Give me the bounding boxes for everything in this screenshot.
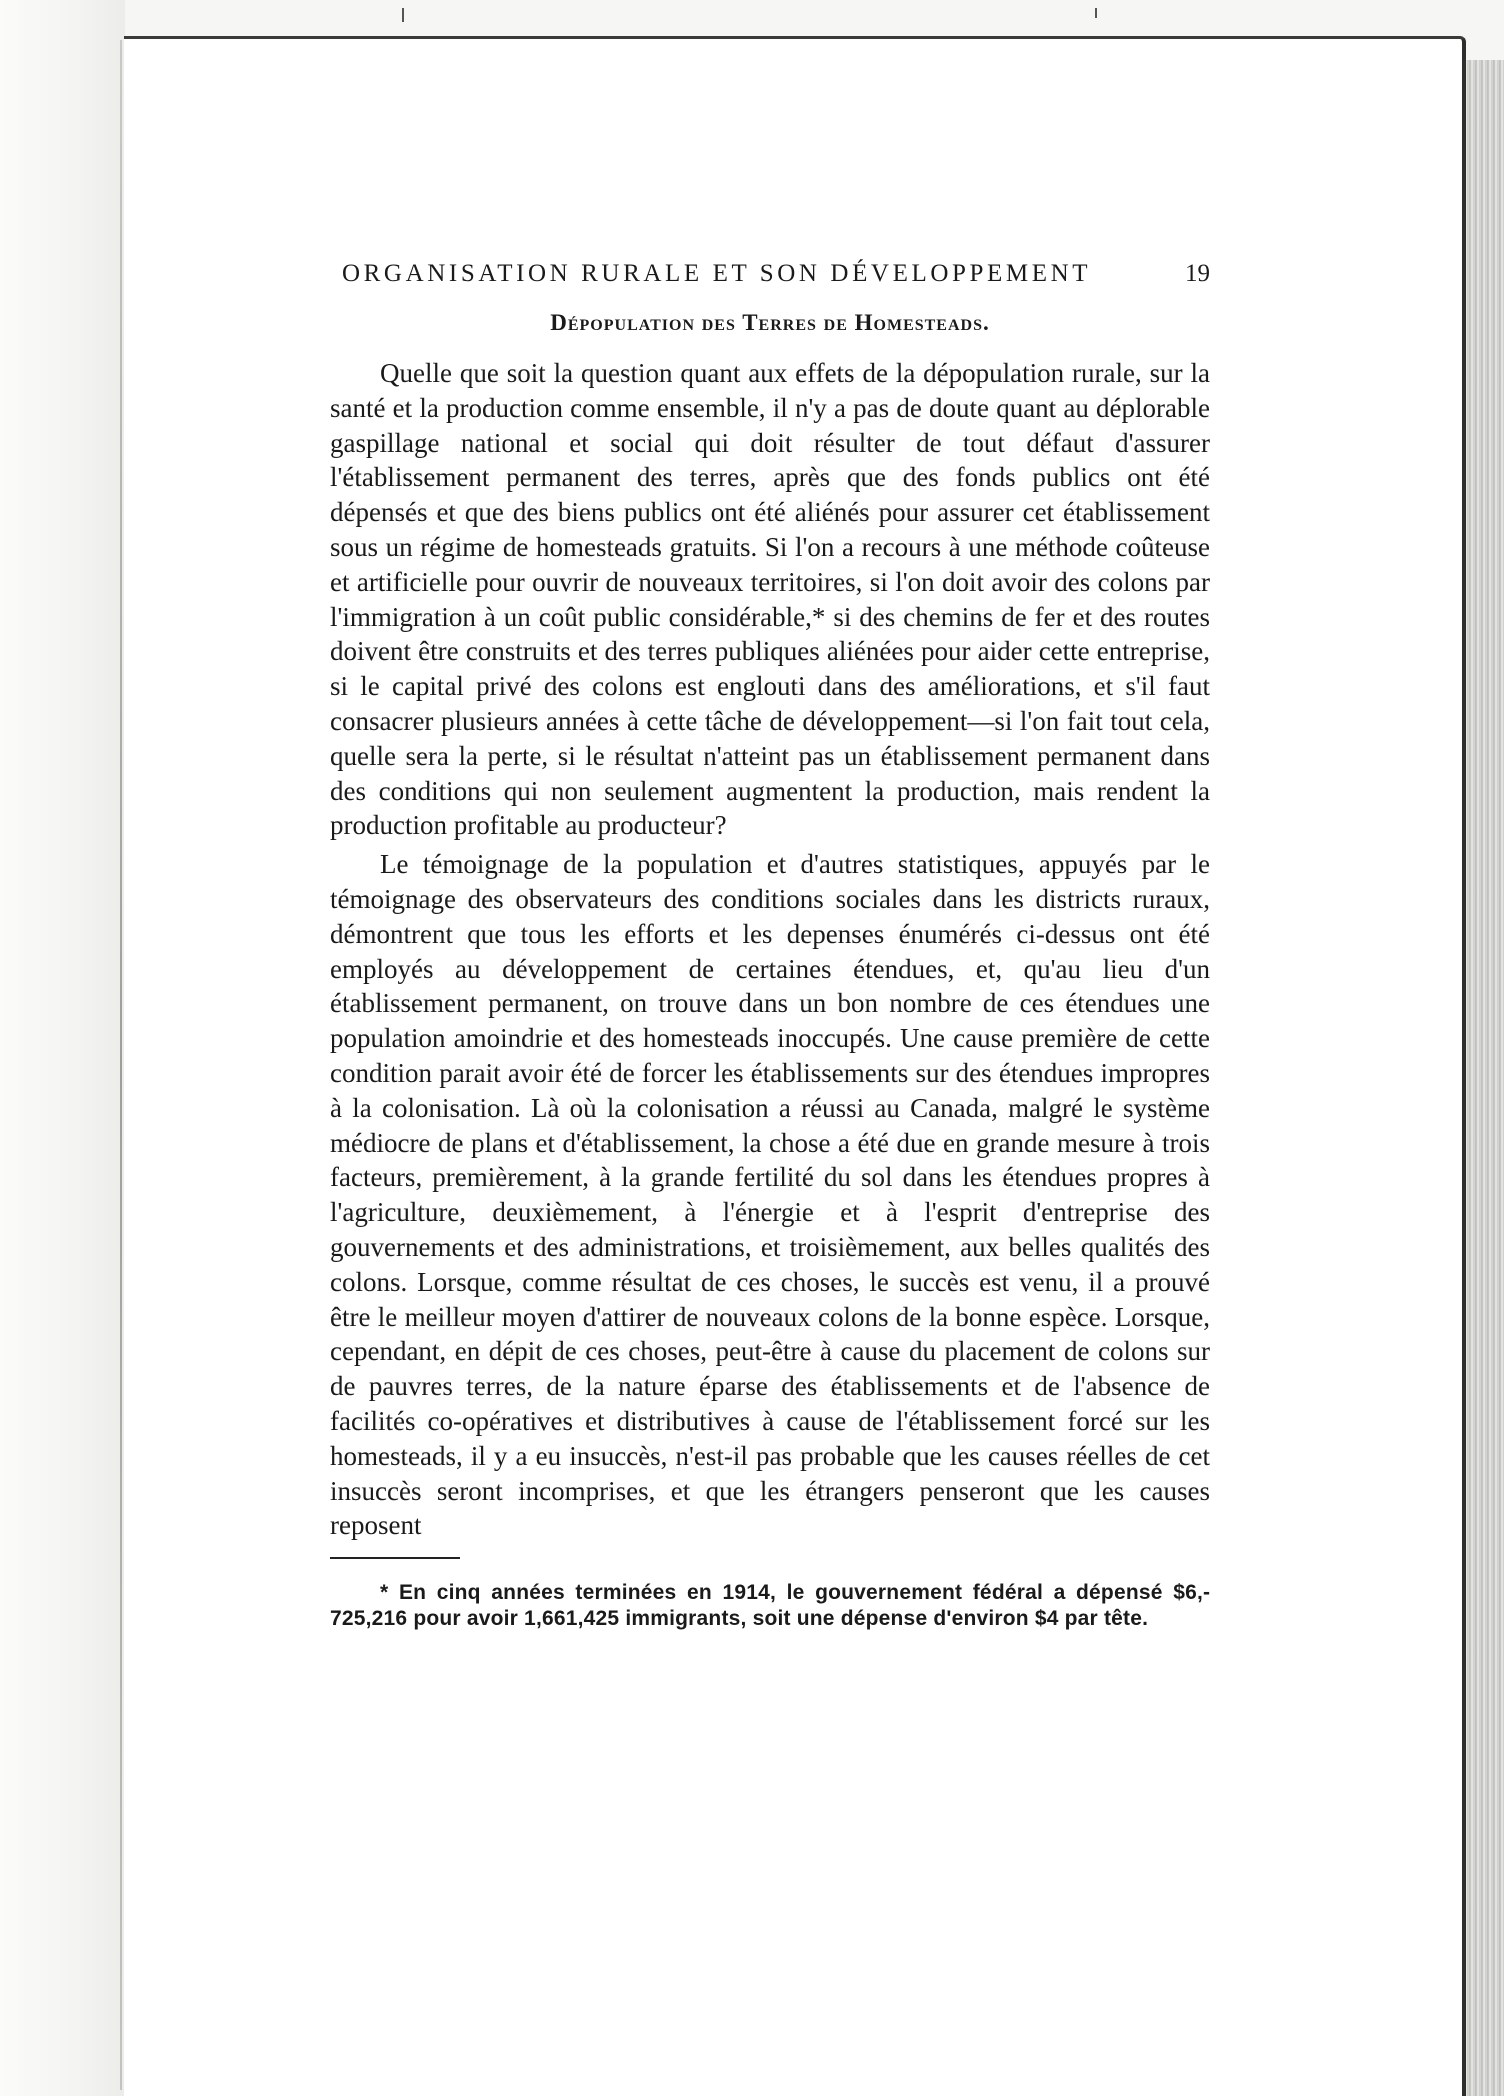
scan-mark bbox=[1095, 8, 1097, 18]
scan-mark bbox=[402, 8, 404, 22]
section-title: Dépopulation des Terres de Homesteads. bbox=[550, 310, 990, 335]
running-head bbox=[342, 260, 1210, 288]
facing-page-edge bbox=[0, 0, 125, 2096]
page-stack-edge bbox=[1462, 60, 1504, 2096]
footnote: * En cinq années terminées en 1914, le gouvernement fédéral a dépensé $6,725,216 pour avoir 1,661,425 immigrants, soit une dépense d'environ $4 par tête. bbox=[330, 1581, 1210, 1631]
running-head-title: ORGANISATION RURALE ET SON DÉVELOPPEMENT bbox=[342, 260, 1092, 287]
page-number: 19 bbox=[1185, 260, 1210, 287]
page-content bbox=[330, 260, 1210, 1653]
footnote-rule bbox=[330, 1557, 460, 1559]
binding-shadow bbox=[120, 40, 122, 2090]
paragraph-2: Le témoignage de la population et d'autres statistiques, appuyés par le témoignage des observateurs des conditions sociales dans les districts ruraux, démontrent que tous les efforts et les depenses énumérés ci-dessus ont été employés au développement de certaines étendues, et, qu'au lieu d'un établissement permanent, on trouve dans un bon nombre de ces étendues une population amoindrie et des homesteads inoccupés. Une cause première de cette condition parait avoir été de forcer les établissements sur des étendues impropres à la colonisation. Là où la colonisation a réussi au Canada, malgré le système médiocre de plans et d'établissement, la chose a été due en grande mesure à trois facteurs, premièrement, à la grande fertilité du sol dans les étendues propres à l'agriculture, deuxièmement, à l'énergie et à l'esprit d'entreprise des gouvernements et des administrations, et troisièmement, aux belles qualités des colons. Lorsque, comme résultat de ces choses, le succès est venu, il a prouvé être le meilleur moyen d'attirer de nouveaux colons de la bonne espèce. Lorsque, cependant, en dépit de ces choses, peut-être à cause du placement de colons sur de pauvres terres, de la nature éparse des établissements et de l'absence de facilités co-opératives et distributives à cause de l'établissement forcé sur les homesteads, il y a eu insuccès, n'est-il pas probable que les causes réelles de cet insuccès seront incomprises, et que les étrangers penseront que les causes reposent bbox=[330, 849, 1210, 1541]
paragraph-1: Quelle que soit la question quant aux effets de la dépopulation rurale, sur la santé et la production comme ensemble, il n'y a pas de doute quant au déplorable gaspillage national et social qui doit résulter de tout défaut d'assurer l'établissement permanent des terres, après que des fonds publics ont été dépensés et que des biens publics ont été aliénés pour assurer cet établissement sous un régime de homesteads gratuits. Si l'on a recours à une méthode coûteuse et artificielle pour ouvrir de nouveaux territoires, si l'on doit avoir des colons par l'immigration à un coût public considérable,* si des chemins de fer et des routes doivent être construits et des terres publiques aliénées pour aider cette entreprise, si le capital privé des colons est englouti dans des améliorations, et s'il faut consacrer plusieurs années à cette tâche de développement—si l'on fait tout cela, quelle sera la perte, si le résultat n'atteint pas un établissement permanent dans des conditions qui non seulement augmentent la production, mais rendent la production profitable au producteur? bbox=[330, 358, 1210, 841]
scan-top-edge bbox=[0, 0, 1504, 30]
